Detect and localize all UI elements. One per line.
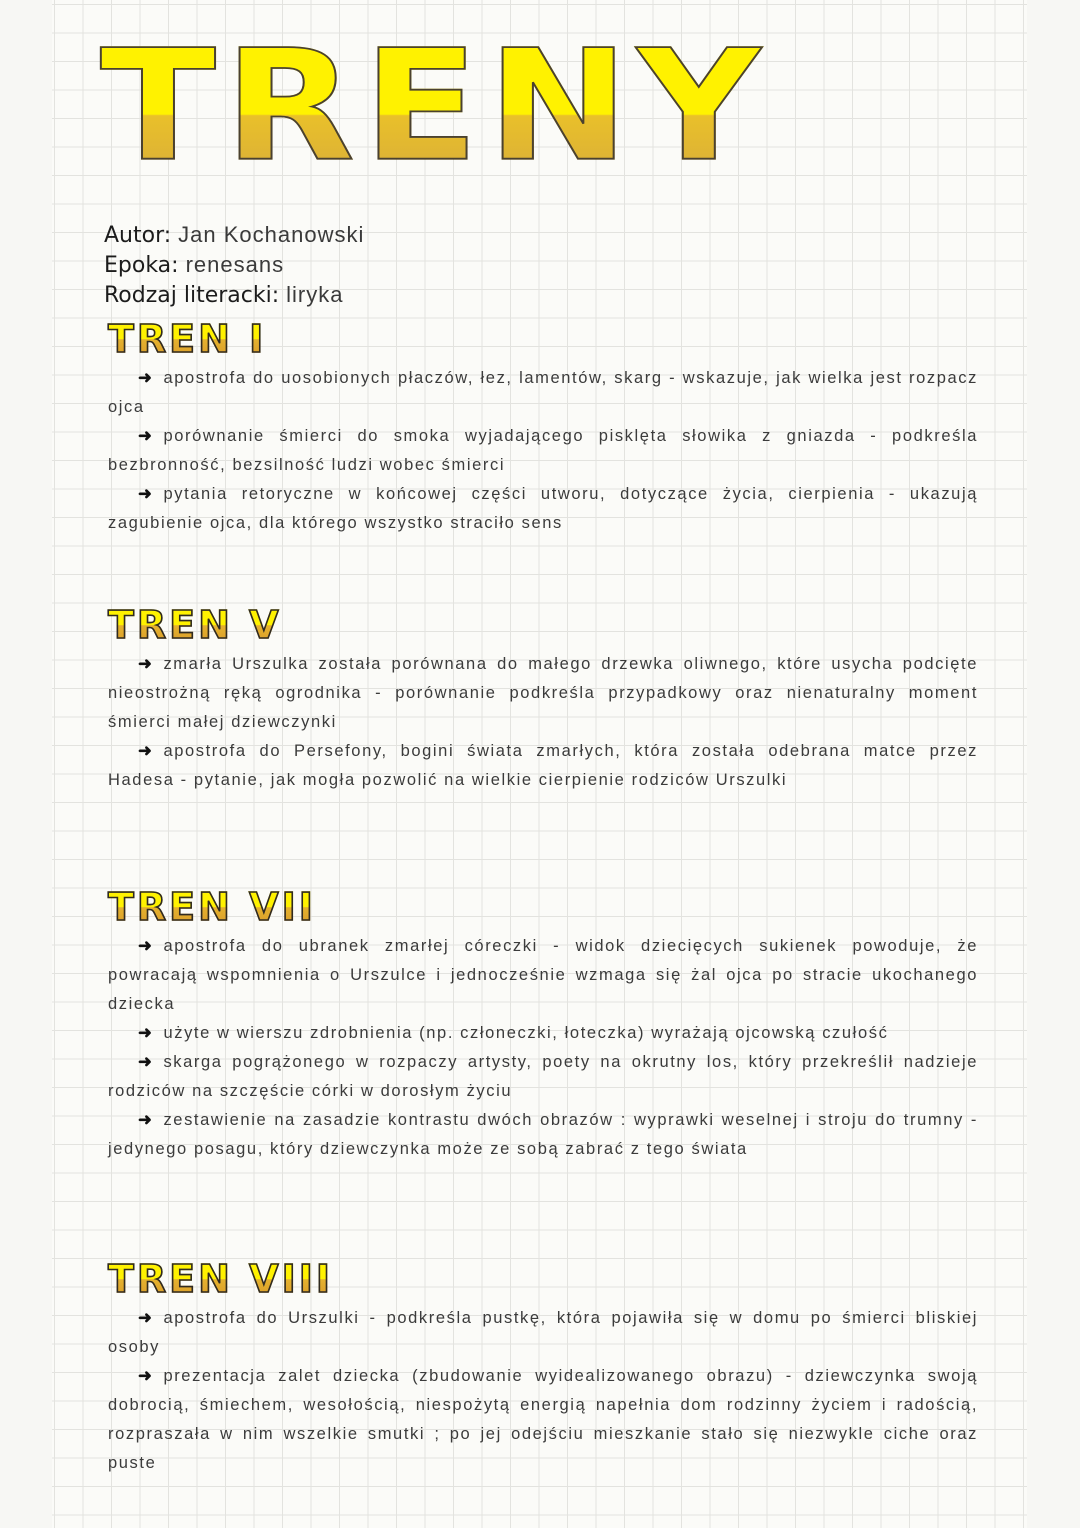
bullet-text: apostrofa do Urszulki - podkreśla pustkę, która pojawiła się w domu po śmierci bliskiej osoby xyxy=(108,1309,978,1356)
bullet-point xyxy=(108,1304,978,1362)
section-tren-1 xyxy=(108,318,978,538)
metadata-block xyxy=(104,220,364,310)
genre-line xyxy=(104,280,364,310)
bullet-point xyxy=(108,1019,978,1048)
arrow-icon: ➜ xyxy=(138,1053,154,1071)
arrow-icon: ➜ xyxy=(138,1367,154,1385)
bullet-text: apostrofa do ubranek zmarłej córeczki - widok dziecięcych sukienek powoduje, że powracają wspomnienia o Urszulce i jednocześnie wzmaga się żal ojca po stracie ukochanego dziecka xyxy=(108,937,978,1013)
section-tren-7 xyxy=(108,886,978,1164)
bullet-point xyxy=(108,1048,978,1106)
author-line xyxy=(104,220,364,250)
bullet-point xyxy=(108,650,978,737)
author-value: Jan Kochanowski xyxy=(178,222,365,247)
bullet-text: apostrofa do uosobionych płaczów, łez, lamentów, skarg - wskazuje, jak wielka jest rozpacz ojca xyxy=(108,369,978,416)
arrow-icon: ➜ xyxy=(138,1309,154,1327)
page-title: TRENY xyxy=(100,17,769,196)
arrow-icon: ➜ xyxy=(138,1024,154,1042)
section-heading: TREN I xyxy=(108,318,978,360)
section-heading: TREN VII xyxy=(108,886,978,928)
arrow-icon: ➜ xyxy=(138,369,154,387)
bullet-point xyxy=(108,1106,978,1164)
bullet-text: prezentacja zalet dziecka (zbudowanie wyidealizowanego obrazu) - dziewczynka swoją dobrocią, śmiechem, wesołością, niespożytą energią napełnia dom rodzinny życiem i radością, rozpraszała w nim wszelkie smutki ; po jej odejściu mieszkanie stało się niezwykle ciche oraz puste xyxy=(108,1367,978,1472)
epoch-line xyxy=(104,250,364,280)
bullet-point xyxy=(108,737,978,795)
author-label: Autor: xyxy=(104,223,172,248)
arrow-icon: ➜ xyxy=(138,427,154,445)
arrow-icon: ➜ xyxy=(138,1111,154,1129)
bullet-text: użyte w wierszu zdrobnienia (np. członeczki, łoteczka) wyrażają ojcowską czułość xyxy=(163,1024,889,1042)
arrow-icon: ➜ xyxy=(138,937,154,955)
genre-label: Rodzaj literacki: xyxy=(104,283,280,308)
epoch-label: Epoka: xyxy=(104,253,179,278)
section-heading: TREN VIII xyxy=(108,1258,978,1300)
genre-value: liryka xyxy=(286,282,344,307)
bullet-point xyxy=(108,422,978,480)
bullet-text: porównanie śmierci do smoka wyjadającego pisklęta słowika z gniazda - podkreśla bezbronność, bezsilność ludzi wobec śmierci xyxy=(108,427,978,474)
arrow-icon: ➜ xyxy=(138,742,154,760)
section-tren-8 xyxy=(108,1258,978,1478)
epoch-value: renesans xyxy=(185,252,285,277)
bullet-text: pytania retoryczne w końcowej części utworu, dotyczące życia, cierpienia - ukazują zagubienie ojca, dla którego wszystko straciło sens xyxy=(108,485,978,532)
bullet-point xyxy=(108,932,978,1019)
arrow-icon: ➜ xyxy=(138,655,154,673)
section-heading: TREN V xyxy=(108,604,978,646)
bullet-text: skarga pogrążonego w rozpaczy artysty, poety na okrutny los, który przekreślił nadzieje rodziców na szczęście córki w dorosłym życiu xyxy=(108,1053,978,1100)
bullet-text: apostrofa do Persefony, bogini świata zmarłych, która została odebrana matce przez Hadesa - pytanie, jak mogła pozwolić na wielkie cierpienie rodziców Urszulki xyxy=(108,742,978,789)
section-tren-5 xyxy=(108,604,978,795)
arrow-icon: ➜ xyxy=(138,485,154,503)
bullet-text: zestawienie na zasadzie kontrastu dwóch obrazów : wyprawki weselnej i stroju do trumny - jedynego posagu, który dziewczynka może ze sobą zabrać z tego świata xyxy=(108,1111,978,1158)
bullet-text: zmarła Urszulka została porównana do małego drzewka oliwnego, które usycha podcięte nieostrożną ręką ogrodnika - porównanie podkreśla przypadkowy oraz nienaturalny moment śmierci małej dziewczynki xyxy=(108,655,978,731)
bullet-point xyxy=(108,1362,978,1478)
bullet-point xyxy=(108,480,978,538)
bullet-point xyxy=(108,364,978,422)
